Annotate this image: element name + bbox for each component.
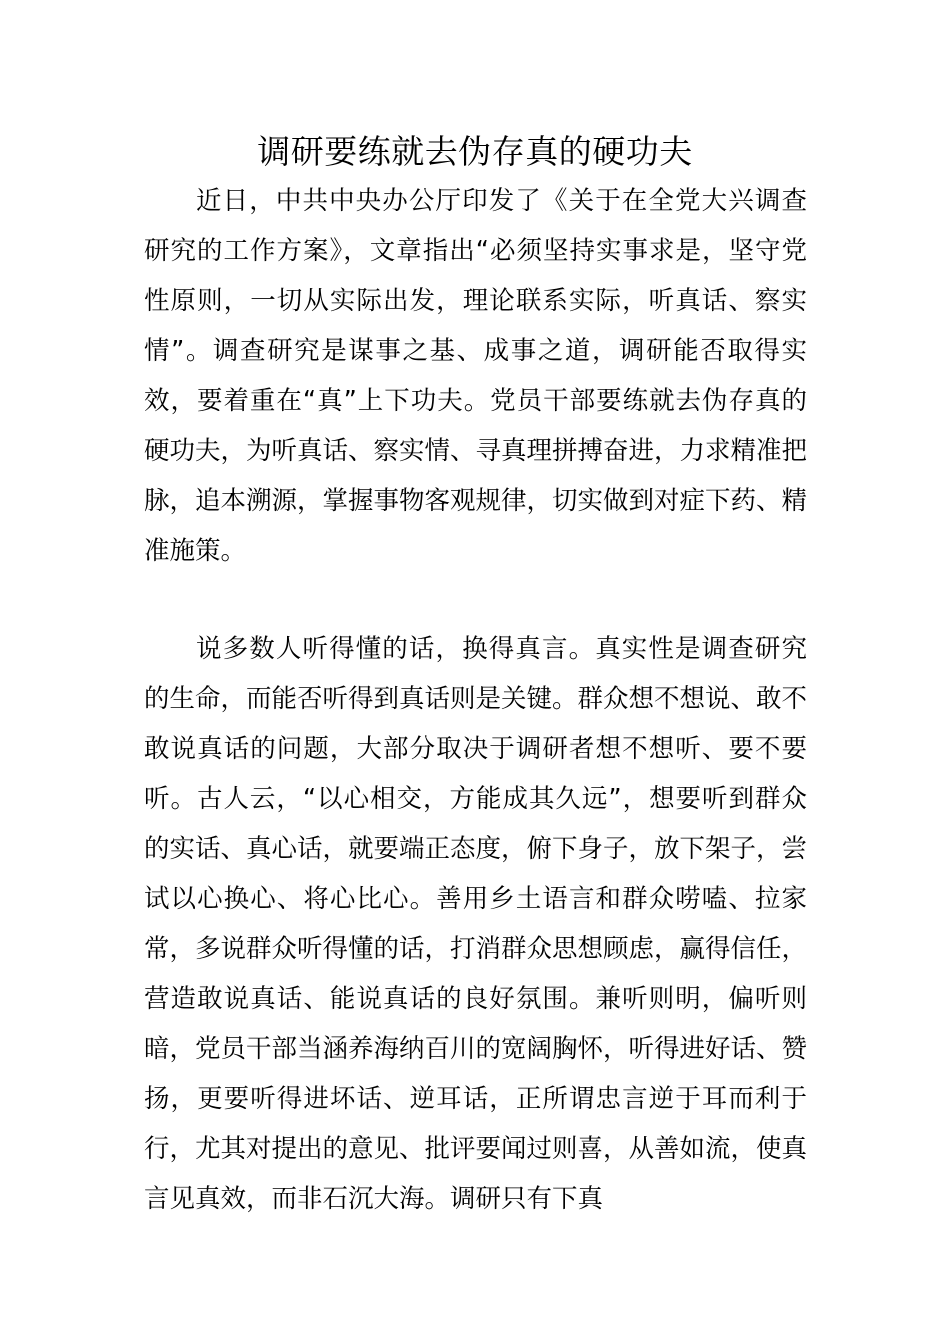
paragraph-1: 近日，中共中央办公厅印发了《关于在全党大兴调查研究的工作方案》，文章指出“必须坚持实事求是，坚守党性原则，一切从实际出发，理论联系实际，听真话、察实情”。调查研究是谋事之基、成事之道，调研能否取得实效，要着重在“真”上下功夫。党员干部要练就去伪存真的硬功夫，为听真话、察实情、寻真理拼搏奋进，力求精准把脉，追本溯源，掌握事物客观规律，切实做到对症下药、精准施策。 xyxy=(144,186,808,566)
document-title: 调研要练就去伪存真的硬功夫 xyxy=(257,132,693,171)
paragraph-2: 说多数人听得懂的话，换得真言。真实性是调查研究的生命，而能否听得到真话则是关键。群众想不想说、敢不敢说真话的问题，大部分取决于调研者想不想听、要不要听。古人云，“以心相交，方能成其久远”，想要听到群众的实话、真心话，就要端正态度，俯下身子，放下架子，尝试以心换心、将心比心。善用乡土语言和群众唠嗑、拉家常，多说群众听得懂的话，打消群众思想顾虑，赢得信任，营造敢说真话、能说真话的良好氛围。兼听则明，偏听则暗，党员干部当涵养海纳百川的宽阔胸怀，听得进好话、赞扬，更要听得进坏话、逆耳话，正所谓忠言逆于耳而利于行，尤其对提出的意见、批评要闻过则喜，从善如流，使真言见真效，而非石沉大海。调研只有下真 xyxy=(144,634,808,1214)
